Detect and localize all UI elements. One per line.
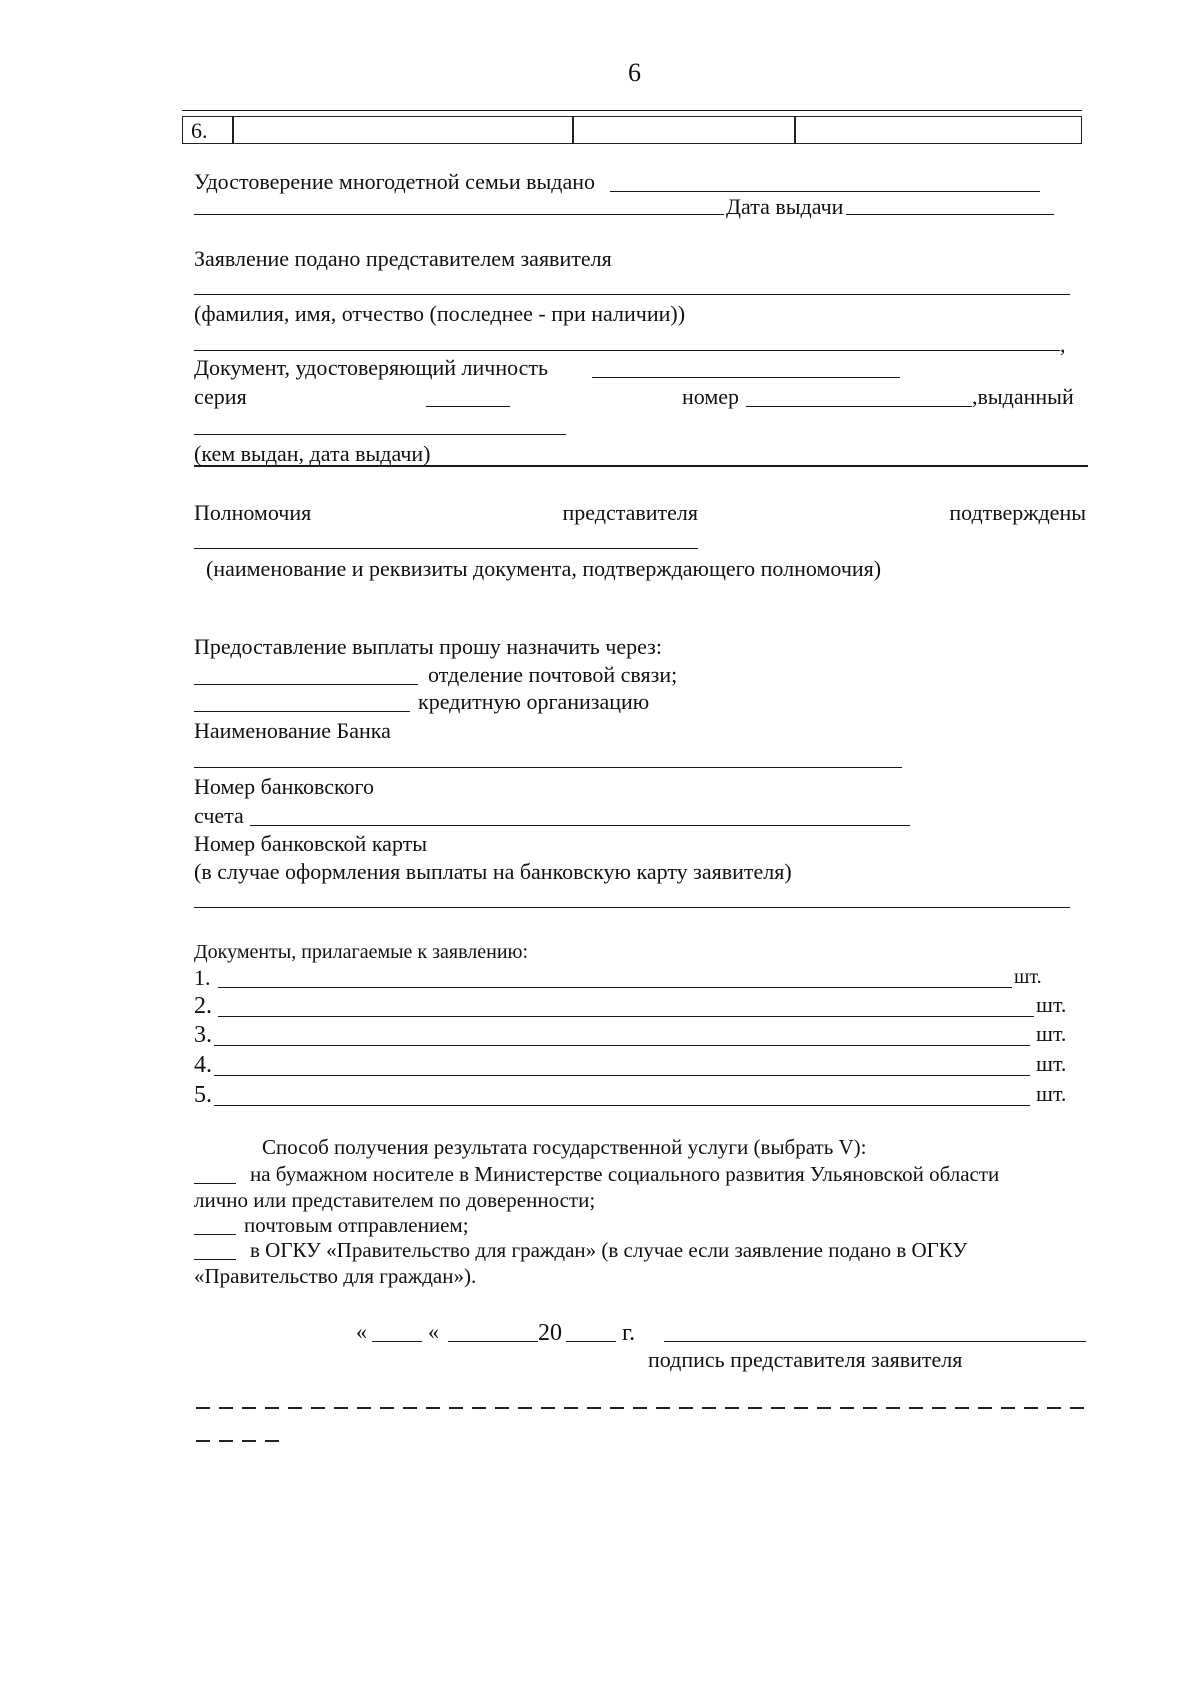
authority-word-3: подтверждены [949, 500, 1086, 525]
payment-bank-checkbox[interactable] [194, 711, 410, 712]
document-number: 2. [194, 993, 212, 1019]
series-label: серия [194, 384, 247, 409]
certificate-date-field[interactable] [846, 214, 1054, 215]
card-hint: (в случае оформления выплаты на банковскую карту заявителя) [194, 859, 792, 884]
id-document-field[interactable] [592, 377, 900, 378]
document-unit: шт. [1036, 1081, 1067, 1106]
result-option-3-line-1: в ОГКУ «Правительство для граждан» (в случае если заявление подано в ОГКУ [250, 1238, 968, 1262]
date-close-quote: « [428, 1319, 439, 1344]
document-field[interactable] [218, 1016, 1034, 1017]
payment-post-option: отделение почтовой связи; [428, 662, 678, 687]
bank-name-field[interactable] [194, 767, 902, 768]
authority-word-1: Полномочия [194, 500, 312, 525]
signature-caption: подпись представителя заявителя [648, 1347, 963, 1372]
certificate-label: Удостоверение многодетной семьи выдано [194, 169, 596, 194]
representative-fio-field[interactable] [194, 294, 1070, 295]
authority-document-field[interactable] [194, 548, 698, 549]
result-option-1-line-2: лично или представителем по доверенности; [194, 1188, 596, 1212]
card-number-field[interactable] [194, 907, 1070, 908]
representative-comma: , [1060, 332, 1066, 357]
table-cell [794, 116, 1082, 144]
result-option-3-checkbox[interactable] [194, 1259, 236, 1260]
document-field[interactable] [218, 987, 1012, 988]
account-label-1: Номер банковского [194, 774, 375, 799]
series-field[interactable] [426, 406, 510, 407]
document-unit: шт. [1036, 1021, 1067, 1046]
document-unit: шт. [1036, 992, 1067, 1017]
date-day-field[interactable] [372, 1341, 422, 1342]
document-field[interactable] [214, 1105, 1030, 1106]
certificate-issuer-field[interactable] [610, 191, 1040, 192]
table-row-number: 6. [191, 118, 208, 143]
id-document-label: Документ, удостоверяющий личность [194, 355, 549, 380]
bank-name-label: Наименование Банка [194, 718, 391, 743]
account-number-field[interactable] [250, 825, 910, 826]
authority-hint: (наименование и реквизиты документа, подтверждающего полномочия) [206, 556, 882, 581]
document-field[interactable] [214, 1045, 1030, 1046]
number-field[interactable] [746, 406, 972, 407]
payment-heading: Предоставление выплаты прошу назначить через: [194, 634, 662, 659]
issued-by-hint: (кем выдан, дата выдачи) [194, 441, 431, 466]
account-label-2: счета [194, 803, 244, 828]
document-number: 4. [194, 1052, 212, 1078]
document-number: 3. [194, 1022, 212, 1048]
issued-by-field[interactable] [194, 434, 566, 435]
document-field[interactable] [214, 1075, 1030, 1076]
dashed-separator-end [196, 1440, 288, 1442]
result-option-3-line-2: «Правительство для граждан»). [194, 1264, 477, 1288]
signature-field[interactable] [664, 1341, 1086, 1342]
date-year-field[interactable] [566, 1341, 616, 1342]
table-cell [232, 116, 574, 144]
authority-line [194, 502, 1086, 524]
result-heading: Способ получения результата государственной услуги (выбрать V): [262, 1135, 867, 1159]
number-label: номер [682, 384, 740, 409]
page-number: 6 [628, 58, 641, 87]
result-option-1-line-1: на бумажном носителе в Министерстве социального развития Ульяновской области [250, 1162, 1000, 1186]
table-cell-number [182, 116, 234, 144]
card-label: Номер банковской карты [194, 831, 428, 856]
date-open-quote: « [356, 1319, 367, 1344]
representative-fio-hint: (фамилия, имя, отчество (последнее - при наличии)) [194, 301, 686, 326]
representative-heading: Заявление подано представителем заявителя [194, 246, 612, 271]
issued-label: ,выданный [972, 384, 1074, 409]
payment-bank-option: кредитную организацию [418, 689, 650, 714]
table-cell [572, 116, 796, 144]
document-unit: шт. [1036, 1051, 1067, 1076]
date-month-field[interactable] [448, 1341, 538, 1342]
result-option-1-checkbox[interactable] [194, 1183, 236, 1184]
result-option-2-checkbox[interactable] [194, 1234, 236, 1235]
date-year-suffix: г. [622, 1320, 636, 1346]
document-number: 5. [194, 1082, 212, 1108]
document-number: 1. [194, 965, 211, 990]
documents-heading: Документы, прилагаемые к заявлению: [194, 941, 529, 963]
certificate-date-label: Дата выдачи [726, 194, 844, 219]
representative-fio-field-2[interactable] [194, 350, 1060, 351]
payment-post-checkbox[interactable] [194, 684, 418, 685]
table-top-rule [182, 110, 1082, 111]
section-divider [194, 465, 1088, 467]
result-option-2: почтовым отправлением; [244, 1213, 469, 1237]
authority-word-2: представителя [562, 500, 699, 525]
date-year-prefix: 20 [538, 1320, 562, 1346]
document-unit: шт. [1014, 966, 1042, 988]
certificate-issuer-field-2[interactable] [194, 214, 724, 215]
dashed-separator [196, 1407, 1086, 1409]
